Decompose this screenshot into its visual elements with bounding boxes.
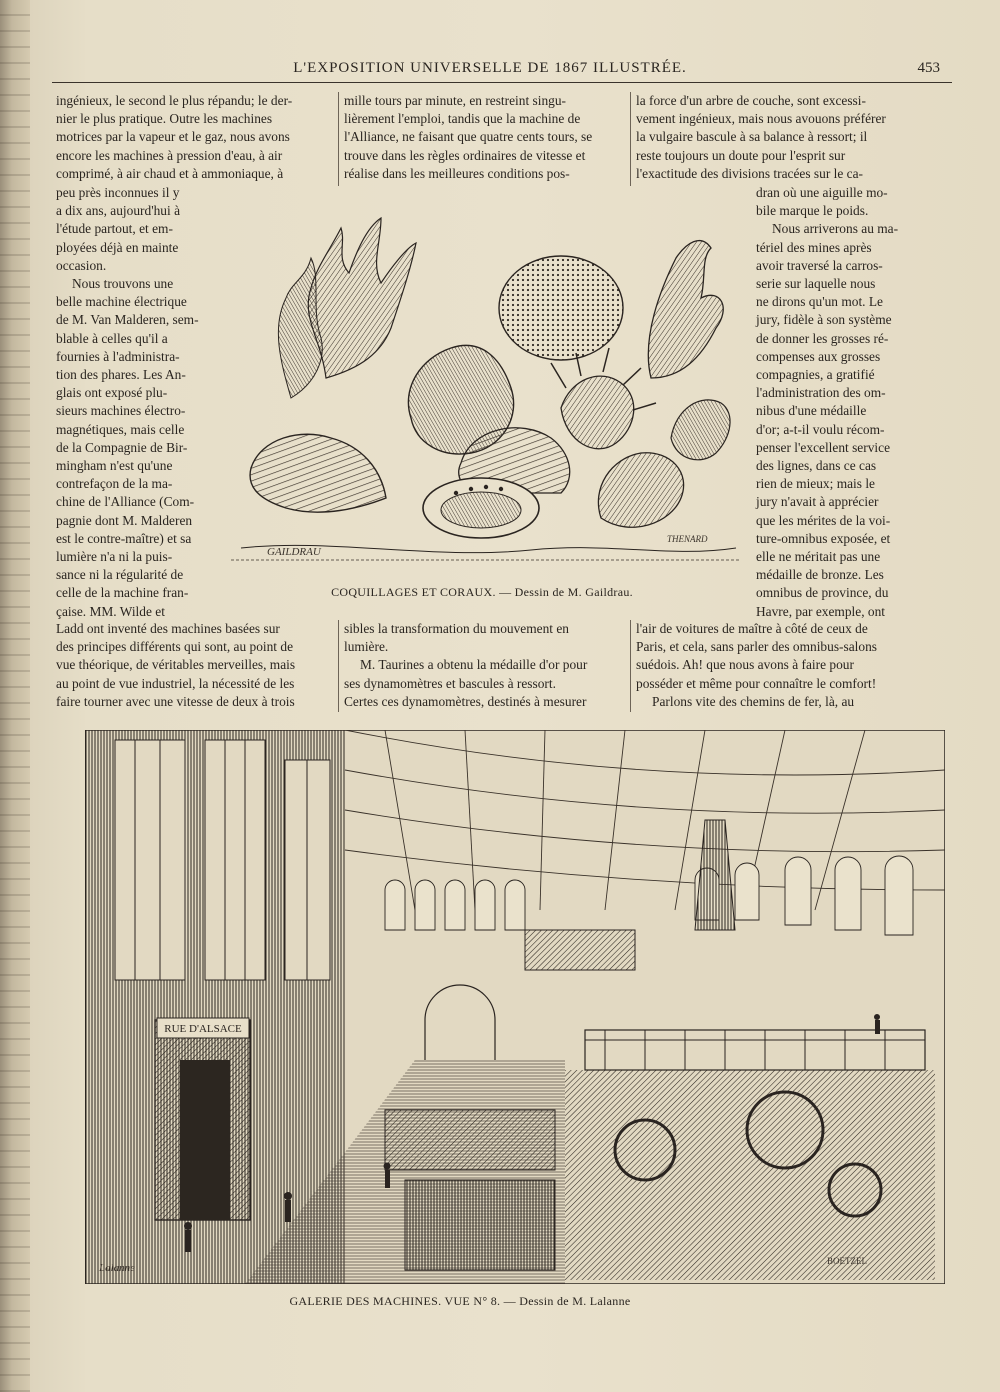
- text-line: Havre, par exemple, ont: [756, 603, 886, 619]
- text-line: médaille de bronze. Les: [756, 567, 884, 583]
- text-line: comprimé, à air chaud et à ammoniaque, à: [56, 165, 284, 181]
- hall-signature-left: Lalanne: [99, 1262, 136, 1274]
- running-title: L'EXPOSITION UNIVERSELLE DE 1867 ILLUSTRÉE.: [293, 60, 687, 76]
- text-line: occasion.: [56, 257, 107, 273]
- text-line: compenses aux grosses: [756, 348, 881, 364]
- text-line: bile marque le poids.: [756, 203, 869, 219]
- text-line: de donner les grosses ré-: [756, 330, 889, 346]
- text-line: avoir traversé la carros-: [756, 257, 883, 273]
- text-line: vement ingénieux, mais nous avouons préférer: [636, 111, 886, 127]
- text-line: Nous arriverons au ma-: [772, 221, 899, 237]
- text-line: penser l'excellent service: [756, 439, 891, 455]
- text-line: lumière.: [344, 639, 389, 655]
- text-line: réalise dans les meilleures conditions pos-: [344, 165, 570, 181]
- text-line: ture-omnibus exposée, et: [756, 530, 891, 546]
- text-line: l'administration des om-: [756, 385, 886, 401]
- text-line: lièrement l'emploi, tandis que la machine de: [344, 111, 581, 127]
- text-line: vue théorique, de véritables merveilles, mais: [56, 657, 296, 673]
- text-line: la vulgaire bascule à sa balance à ressort; il: [636, 129, 868, 145]
- rue-dalsace-sign: RUE D'ALSACE: [164, 1023, 242, 1035]
- text-line: magnétiques, mais celle: [56, 421, 185, 437]
- text-line: pagnie dont M. Malderen: [56, 512, 193, 528]
- shells-engraving-art: [231, 188, 741, 580]
- text-line: encore les machines à pression d'eau, à air: [56, 147, 283, 163]
- text-line: dran où une aiguille mo-: [756, 185, 888, 200]
- text-line: sibles la transformation du mouvement en: [344, 621, 569, 636]
- text-line: l'étude partout, et em-: [56, 221, 173, 237]
- hall-signature-right: BOETZEL: [827, 1256, 867, 1266]
- text-line: que les mérites de la voi-: [756, 512, 891, 528]
- text-line: tion des phares. Les An-: [56, 367, 186, 383]
- text-line: sance ni la régularité de: [56, 567, 184, 583]
- text-line: fournies à l'administra-: [56, 348, 180, 364]
- text-line: sieurs machines électro-: [56, 403, 186, 419]
- text-line: omnibus de province, du: [756, 585, 889, 601]
- text-line: tériel des mines après: [756, 239, 872, 255]
- text-line: jury n'avait à apprécier: [756, 494, 879, 510]
- text-line: contrefaçon de la ma-: [56, 476, 173, 492]
- text-line: nibus d'une médaille: [756, 403, 867, 419]
- left-column-narrow: [56, 184, 220, 621]
- text-line: chine de l'Alliance (Com-: [56, 494, 195, 510]
- text-line: d'or; a-t-il voulu récom-: [756, 421, 885, 437]
- machine-gallery-engraving: [85, 730, 945, 1284]
- shells-engraving: [231, 188, 741, 580]
- text-line: mingham n'est qu'une: [56, 458, 173, 474]
- text-line: ses dynamomètres et bascules à ressort.: [344, 675, 556, 691]
- text-line: ne dirons qu'un mot. Le: [756, 294, 884, 310]
- text-line: Parlons vite des chemins de fer, là, au: [652, 693, 855, 709]
- text-line: lumière n'a ni la puis-: [56, 549, 173, 565]
- text-line: celle de la machine fran-: [56, 585, 189, 601]
- facing-page-edge: [0, 0, 30, 1392]
- text-line: nier le plus pratique. Outre les machines: [56, 111, 273, 127]
- text-line: posséder et même pour connaître le comfort!: [636, 675, 877, 691]
- text-line: reste toujours un doute pour l'esprit sur: [636, 147, 846, 163]
- text-line: des principes différents qui sont, au point de: [56, 639, 294, 655]
- text-line: ingénieux, le second le plus répandu; le der-: [56, 93, 293, 108]
- column-rule-right-bottom: [630, 620, 631, 712]
- text-line: glais ont exposé plu-: [56, 385, 168, 401]
- text-line: suédois. Ah! que nous avons à faire pour: [636, 657, 854, 673]
- page: [30, 0, 1000, 1392]
- text-line: la force d'un arbre de couche, sont excessi-: [636, 93, 866, 108]
- left-column-top: [56, 92, 332, 183]
- text-line: Certes ces dynamomètres, destinés à mesurer: [344, 693, 587, 709]
- column-rule-right: [630, 92, 631, 186]
- header-rule: [52, 82, 952, 83]
- page-number: 453: [917, 60, 940, 76]
- text-line: Paris, et cela, sans parler des omnibus-salons: [636, 639, 877, 655]
- shells-signature-right: THENARD: [667, 534, 708, 544]
- text-line: belle machine électrique: [56, 294, 187, 310]
- text-line: blable à celles qu'il a: [56, 330, 168, 346]
- text-line: serie sur laquelle nous: [756, 276, 876, 292]
- text-line: motrices par la vapeur et le gaz, nous avons: [56, 129, 290, 145]
- text-line: est le contre-maître) et sa: [56, 530, 192, 546]
- text-line: peu près inconnues il y: [56, 185, 180, 200]
- text-line: de la Compagnie de Bir-: [56, 439, 188, 455]
- right-column-narrow: [756, 184, 912, 621]
- text-line: compagnies, a gratifié: [756, 367, 875, 383]
- machine-gallery-engraving-art: [85, 730, 945, 1284]
- text-line: des lignes, dans ce cas: [756, 458, 877, 474]
- text-line: çaise. MM. Wilde et: [56, 603, 165, 619]
- column-rule-left-bottom: [338, 620, 339, 712]
- middle-column-bottom: [344, 620, 620, 711]
- text-line: Nous trouvons une: [72, 276, 174, 292]
- text-line: a dix ans, aujourd'hui à: [56, 203, 181, 219]
- text-line: au point de vue industriel, la nécessité de les: [56, 675, 295, 691]
- text-line: mille tours par minute, en restreint singu-: [344, 93, 567, 108]
- hall-caption: GALERIE DES MACHINES. VUE N° 8. — Dessin de M. Lalanne: [289, 1294, 631, 1308]
- right-column-top: [636, 92, 912, 183]
- page-header: [30, 60, 1000, 82]
- text-line: jury, fidèle à son système: [756, 312, 892, 328]
- text-line: de M. Van Malderen, sem-: [56, 312, 199, 328]
- text-line: l'air de voitures de maître à côté de ceux de: [636, 621, 868, 636]
- text-line: rien de mieux; mais le: [756, 476, 875, 492]
- right-column-bottom: [636, 620, 912, 711]
- left-column-bottom: [56, 620, 332, 711]
- column-rule-left: [338, 92, 339, 186]
- text-line: trouve dans les règles ordinaires de vitesse et: [344, 147, 586, 163]
- text-line: Ladd ont inventé des machines basées sur: [56, 621, 280, 636]
- text-line: ployées déjà en mainte: [56, 239, 179, 255]
- text-line: l'exactitude des divisions tracées sur le ca-: [636, 165, 863, 181]
- text-line: l'Alliance, ne faisant que quatre cents tours, se: [344, 129, 593, 145]
- text-line: faire tourner avec une vitesse de deux à trois: [56, 693, 295, 709]
- text-line: elle ne méritait pas une: [756, 549, 881, 565]
- shells-signature-left: GAILDRAU: [267, 546, 321, 558]
- middle-column-top: [344, 92, 620, 183]
- text-line: M. Taurines a obtenu la médaille d'or pour: [360, 657, 588, 673]
- shells-caption: COQUILLAGES ET CORAUX. — Dessin de M. Gaildrau.: [331, 585, 633, 599]
